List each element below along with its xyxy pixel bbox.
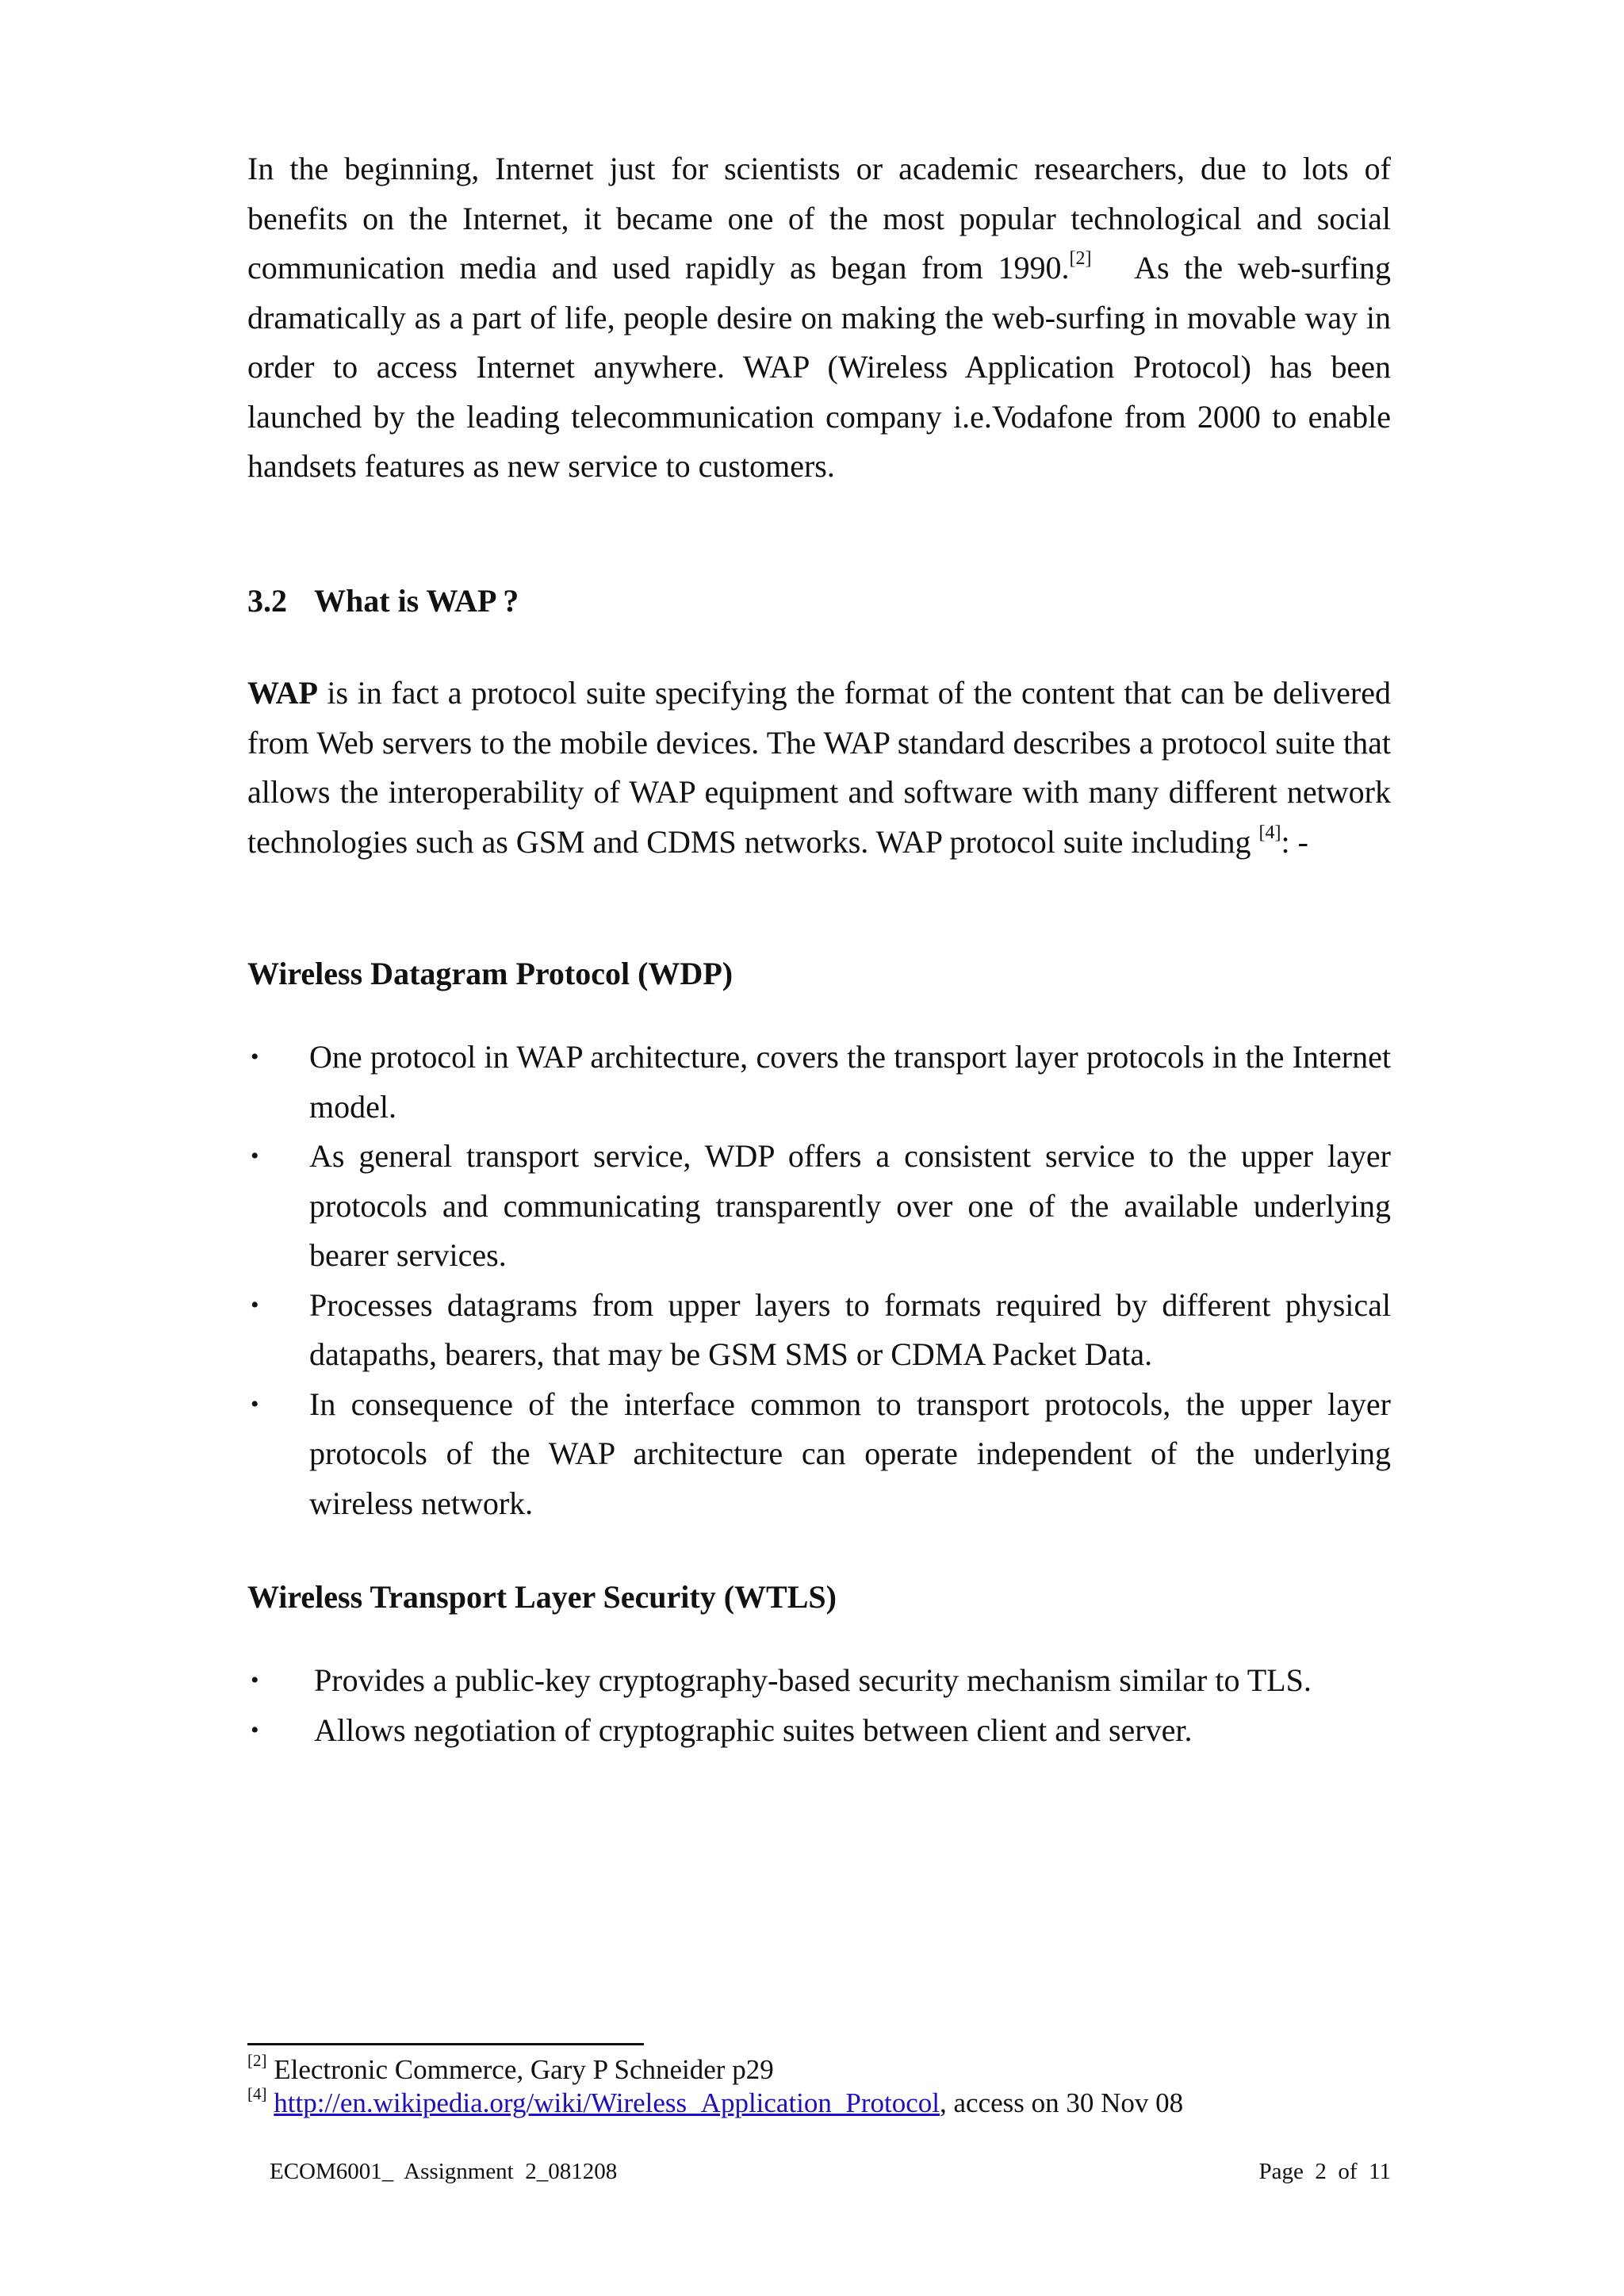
intro-paragraph bbox=[247, 144, 1391, 492]
wtls-heading: Wireless Transport Layer Security (WTLS) bbox=[247, 1579, 837, 1615]
wap-definition-paragraph bbox=[247, 669, 1391, 867]
bullet-icon: • bbox=[251, 1716, 259, 1743]
section-heading bbox=[247, 577, 519, 627]
footnote-4-link[interactable]: http://en.wikipedia.org/wiki/Wireless_Application_Protocol bbox=[274, 2087, 940, 2118]
list-item bbox=[247, 1380, 1391, 1529]
footnote-2 bbox=[247, 2053, 774, 2087]
bullet-icon: • bbox=[251, 1044, 259, 1070]
list-item bbox=[247, 1706, 1391, 1756]
list-item bbox=[247, 1033, 1391, 1132]
wap-definition-text: is in fact a protocol suite specifying the format of the content that can be delivered from Web servers to the mobile devices. The WAP standard describes a protocol suite that allows the interoperability of WAP equipment and software with many different network technologies such as GSM and CDMS networks. WAP protocol suite including bbox=[247, 675, 1391, 860]
footnote-2-ref: [2] bbox=[247, 2051, 267, 2071]
bullet-icon: • bbox=[251, 1291, 259, 1318]
intro-reference: [2] bbox=[1069, 248, 1092, 270]
footnote-4 bbox=[247, 2084, 1184, 2120]
intro-text-part-1: In the beginning, Internet just for scientists or academic researchers, due to lots of benefits on the Internet, it became one of the most popular technological and social communication media and used rapidly as began from 1990. bbox=[247, 151, 1391, 286]
list-item-text: Processes datagrams from upper layers to formats required by different physical datapaths, bearers, that may be GSM SMS or CDMA Packet Data. bbox=[309, 1286, 1391, 1372]
list-item bbox=[247, 1132, 1391, 1281]
footer-page-number: Page 2 of 11 bbox=[1258, 2159, 1391, 2184]
list-item-text: In consequence of the interface common to transport protocols, the upper layer protocols of the WAP architecture can operate independent of the underlying wireless network. bbox=[309, 1386, 1391, 1521]
footnote-4-ref: [4] bbox=[247, 2084, 267, 2104]
section-number: 3.2 bbox=[247, 583, 287, 619]
intro-text-part-2: As the web-surfing dramatically as a part of life, people desire on making the web-surfing in movable way in order to access Internet anywhere. WAP (Wireless Application Protocol) has been launched by the leading telecommunication company i.e.Vodafone from 2000 to enable handsets features as new service to customers. bbox=[247, 250, 1392, 484]
wtls-bullet-list bbox=[247, 1656, 1391, 1755]
wdp-heading: Wireless Datagram Protocol (WDP) bbox=[247, 956, 733, 991]
list-item bbox=[247, 1656, 1391, 1706]
list-item-text: As general transport service, WDP offers a consistent service to the upper layer protocols and communicating transparently over one of the available underlying bearer services. bbox=[309, 1138, 1391, 1273]
footnote-2-text: Electronic Commerce, Gary P Schneider p29 bbox=[266, 2054, 774, 2085]
bullet-icon: • bbox=[251, 1390, 259, 1417]
bullet-icon: • bbox=[251, 1143, 259, 1169]
footnote-divider bbox=[247, 2043, 644, 2045]
list-item bbox=[247, 1281, 1391, 1380]
wap-definition-tail: : - bbox=[1281, 823, 1308, 860]
footnote-4-text: , access on 30 Nov 08 bbox=[940, 2087, 1184, 2118]
wap-bold-term: WAP bbox=[247, 675, 318, 711]
wap-reference: [4] bbox=[1258, 822, 1281, 843]
list-item-text: One protocol in WAP architecture, covers the transport layer protocols in the Internet model. bbox=[309, 1039, 1391, 1125]
footer-course-id: ECOM6001_ Assignment 2_081208 bbox=[270, 2159, 618, 2184]
bullet-icon: • bbox=[251, 1667, 259, 1693]
wdp-bullet-list bbox=[247, 1033, 1391, 1528]
list-item-text: Provides a public-key cryptography-based security mechanism similar to TLS. bbox=[314, 1662, 1312, 1698]
section-title: What is WAP ? bbox=[314, 583, 519, 619]
list-item-text: Allows negotiation of cryptographic suites between client and server. bbox=[314, 1711, 1193, 1748]
